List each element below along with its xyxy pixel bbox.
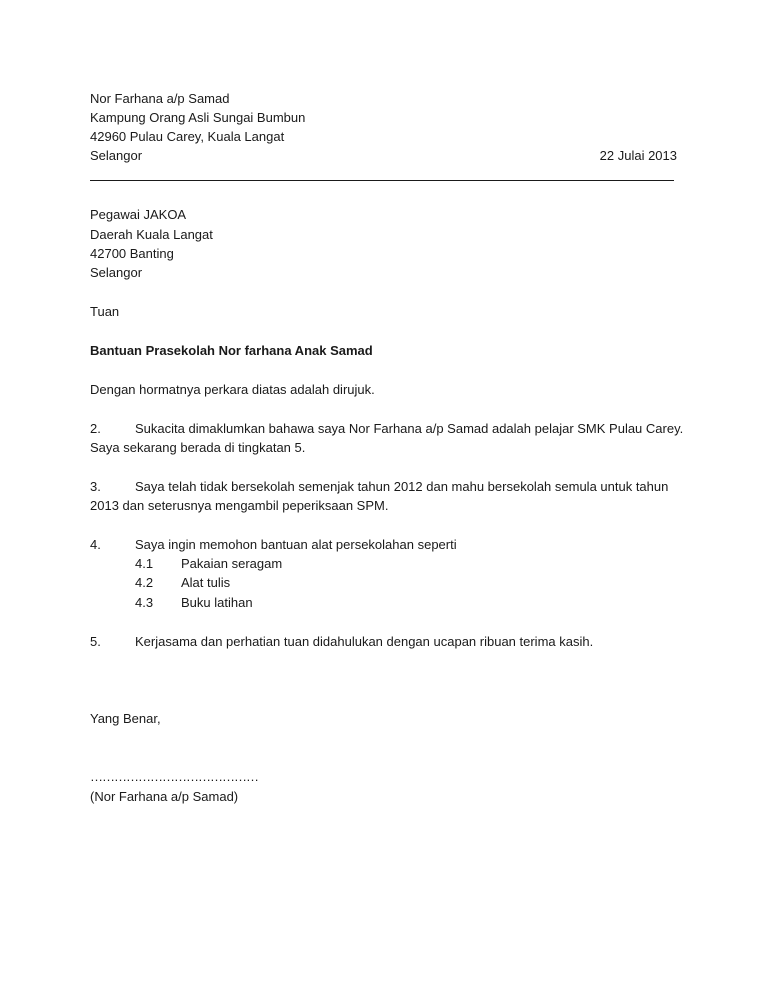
list-item-number: 4.3: [135, 595, 154, 610]
list-item-text: Pakaian seragam: [181, 556, 283, 571]
list-item: [135, 554, 282, 574]
paragraph-4-text: Saya ingin memohon bantuan alat persekolahan seperti: [135, 537, 457, 552]
paragraph-2-line-1: [90, 419, 683, 439]
recipient-postcode: 42700 Banting: [90, 246, 174, 261]
opening-sentence: Dengan hormatnya perkara diatas adalah dirujuk.: [90, 382, 375, 397]
paragraph-4-line-1: [90, 535, 457, 555]
sender-name: Nor Farhana a/p Samad: [90, 91, 230, 106]
signature-line: ……………………………………: [90, 769, 258, 784]
sender-address-line-1: Kampung Orang Asli Sungai Bumbun: [90, 110, 306, 125]
sender-address-line-2: 42960 Pulau Carey, Kuala Langat: [90, 129, 285, 144]
list-item-number: 4.2: [135, 575, 154, 590]
paragraph-2-line-2: Saya sekarang berada di tingkatan 5.: [90, 440, 306, 455]
list-item: [135, 573, 230, 593]
list-item: [135, 593, 253, 613]
paragraph-5-number: 5.: [90, 634, 101, 649]
recipient-district: Daerah Kuala Langat: [90, 227, 213, 242]
paragraph-3-number: 3.: [90, 479, 101, 494]
list-item-number: 4.1: [135, 556, 154, 571]
paragraph-3-line-1: [90, 477, 668, 497]
signature-name: (Nor Farhana a/p Samad): [90, 789, 239, 804]
subject-line: Bantuan Prasekolah Nor farhana Anak Samad: [90, 343, 373, 358]
list-item-text: Alat tulis: [181, 575, 231, 590]
paragraph-5-text: Kerjasama dan perhatian tuan didahulukan dengan ucapan ribuan terima kasih.: [135, 634, 594, 649]
header-divider: [90, 180, 674, 181]
closing: Yang Benar,: [90, 711, 161, 726]
paragraph-5-line-1: [90, 632, 593, 652]
paragraph-3-line-2: 2013 dan seterusnya mengambil peperiksaan SPM.: [90, 498, 389, 513]
paragraph-3-text: Saya telah tidak bersekolah semenjak tahun 2012 dan mahu bersekolah semula untuk tahun: [135, 479, 669, 494]
letter-date: 22 Julai 2013: [599, 148, 677, 163]
salutation: Tuan: [90, 304, 120, 319]
paragraph-2-number: 2.: [90, 421, 101, 436]
list-item-text: Buku latihan: [181, 595, 253, 610]
recipient-title: Pegawai JAKOA: [90, 207, 187, 222]
paragraph-2-text: Sukacita dimaklumkan bahawa saya Nor Farhana a/p Samad adalah pelajar SMK Pulau Carey.: [135, 421, 684, 436]
paragraph-4-number: 4.: [90, 537, 101, 552]
sender-state: Selangor: [90, 148, 143, 163]
recipient-state: Selangor: [90, 265, 143, 280]
